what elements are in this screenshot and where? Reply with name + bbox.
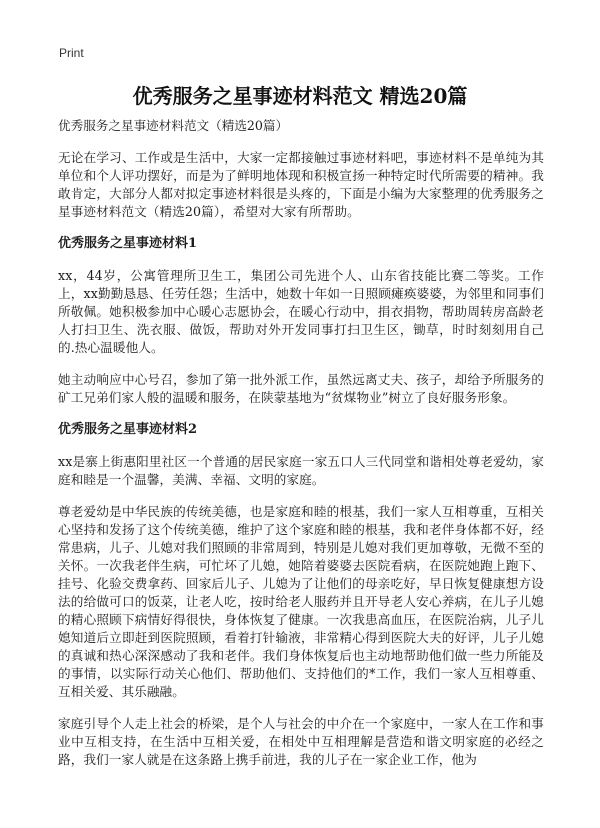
section-paragraph: 她主动响应中心号召，参加了第一批外派工作，虽然远离丈夫、孩子，却给予所服务的矿工兄弟们家人般的温暖和服务，在陕蒙基地为“贫煤物业”树立了良好服务形象。 — [58, 372, 544, 405]
document-body — [58, 117, 544, 783]
section-2 — [58, 421, 544, 769]
document-subtitle: 优秀服务之星事迹材料范文（精选20篇） — [58, 118, 289, 133]
section-heading: 优秀服务之星事迹材料2 — [58, 422, 198, 437]
section-paragraph: xx，44岁，公寓管理所卫生工，集团公司先进个人、山东省技能比赛二等奖。工作上，xx勤勤恳恳、任劳任怨；生活中，她数十年如一日照顾瘫痪婆婆，为邻里和同事们所敬佩。她积极参加中心暖心志愿协会，在暖心行动中，捐衣捐物，帮助周转房高龄老人打扫卫生、洗衣服、做饭，帮助对外开发同事打扫卫生区，锄草，时时刻刻用自己的.热心温暖他人。 — [58, 268, 544, 355]
section-paragraph: 家庭引导个人走上社会的桥梁，是个人与社会的中介在一个家庭中，一家人在工作和事业中互相支持，在生活中互相关爱，在相处中互相理解是营造和谐文明家庭的必经之路，我们一家人就是在这条路上携手前进，我的儿子在一家企业工作，他为 — [58, 716, 544, 767]
section-heading: 优秀服务之星事迹材料1 — [58, 236, 198, 251]
section-paragraph: xx是寨上街惠阳里社区一个普通的居民家庭一家五口人三代同堂和谐相处尊老爱幼，家庭和睦是一个温馨，美满、幸福、文明的家庭。 — [58, 454, 544, 487]
print-link[interactable]: Print — [59, 46, 84, 60]
section-paragraph: 尊老爱幼是中华民族的传统美德，也是家庭和睦的根基，我们一家人互相尊重，互相关心坚持和发扬了这个传统美德，维护了这个家庭和睦的根基，我和老伴身体都不好，经常患病，儿子、儿媳对我们照顾的非常周到，特别是儿媳对我们更加尊敬，无微不至的关怀。一次我老伴生病，可忙坏了儿媳，她陪着婆婆去医院看病，在医院她跑上跑下、挂号、化验交费拿药、回家后儿子、儿媳为了让他们的母亲吃好，早日恢复健康想方设法的给做可口的饭菜，让老人吃，按时给老人服药并且开导老人安心养病，在儿子儿媳的精心照顾下病情好得很快，身体恢复了健康。一次我患高血压，在医院治病，儿子儿媳知道后立即赶到医院照顾，看着打针输液，非常精心得到医院大夫的好评，儿子儿媳的真诚和热心深深感动了我和老伴。我们身体恢复后也主动地帮助他们做一些力所能及的事情，以实际行动关心他们、帮助他们、支持他们的*工作，我们一家人互相尊重、互相关爱、其乐融融。 — [58, 504, 544, 699]
section-1 — [58, 235, 544, 407]
document-title: 优秀服务之星事迹材料范文 精选20篇 — [132, 84, 468, 108]
intro-paragraph: 无论在学习、工作或是生活中，大家一定都接触过事迹材料吧，事迹材料不是单纯为其单位和个人评功摆好，而是为了鲜明地体现和积极宣扬一种特定时代所需要的精神。我敢肯定，大部分人都对拟定事迹材料很是头疼的，下面是小编为大家整理的优秀服务之星事迹材料范文（精选20篇），希望对大家有所帮助。 — [58, 150, 544, 219]
